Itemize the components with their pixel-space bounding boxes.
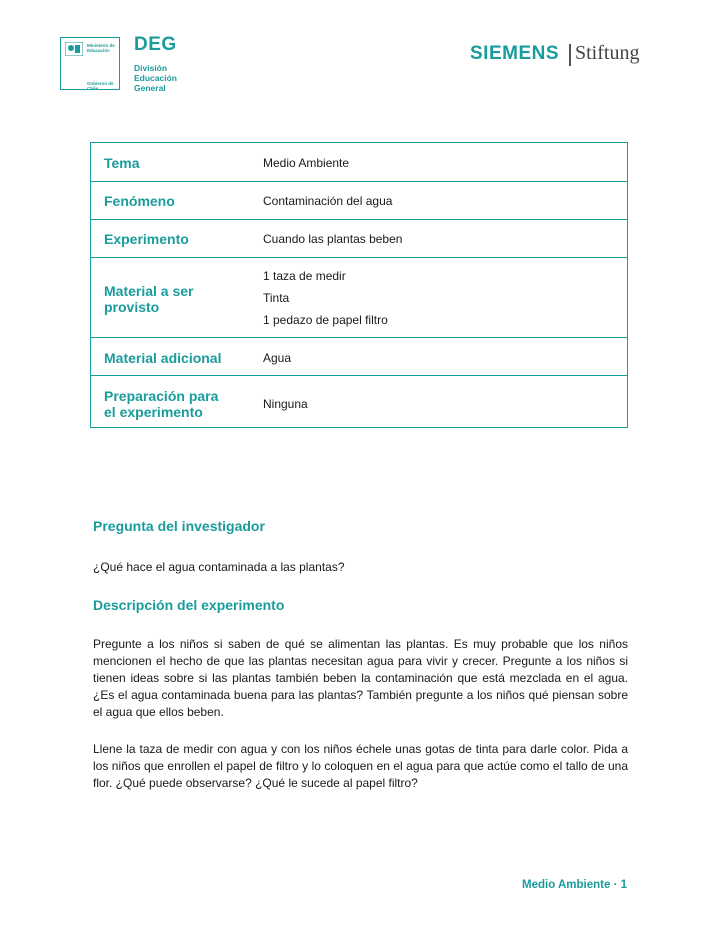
table-row-fenomeno xyxy=(91,182,627,220)
experimento-label: Experimento xyxy=(104,231,189,247)
logo-divider xyxy=(569,44,571,66)
stiftung-logo: Stiftung xyxy=(575,42,640,64)
material-item: Tinta xyxy=(263,291,290,305)
deg-sub-line: Educación xyxy=(134,73,177,83)
material-label-line: Material a ser xyxy=(104,283,194,299)
pregunta-text: ¿Qué hace el agua contaminada a las plantas? xyxy=(93,560,345,574)
deg-sub-line: División xyxy=(134,63,168,73)
adicional-label: Material adicional xyxy=(104,350,222,366)
fenomeno-value: Contaminación del agua xyxy=(263,194,393,208)
pregunta-heading: Pregunta del investigador xyxy=(93,518,265,534)
government-name: Gobierno de Chile xyxy=(87,81,114,91)
material-label-line: provisto xyxy=(104,299,160,315)
material-label xyxy=(104,283,194,315)
preparacion-label-line: el experimento xyxy=(104,404,203,420)
experimento-value: Cuando las plantas beben xyxy=(263,232,403,246)
descripcion-heading: Descripción del experimento xyxy=(93,597,285,613)
table-row-preparacion xyxy=(91,376,627,427)
preparacion-value: Ninguna xyxy=(263,397,308,411)
material-item: 1 taza de medir xyxy=(263,269,346,283)
description-paragraph-2: Llene la taza de medir con agua y con los niños échele unas gotas de tinta para darle color. Pida a los niños que enrollen el papel de filtro y lo coloquen en el agua para que actúe como el tallo de una flor. ¿Qué puede observarse? ¿Qué le sucede al papel filtro? xyxy=(93,742,628,790)
description-paragraph-1: Pregunte a los niños si saben de qué se alimentan las plantas. Es muy probable que los niños mencionen el hecho de que las plantas necesitan agua para vivir y crecer. Pregunte a los niños si tienen ideas sobre si las plantas también beben la contaminación que está mezclada en el agua. ¿Es el agua contaminada buena para las plantas? También pregunte a los niños qué piensan sobre el agua que ellos beben. xyxy=(93,637,628,719)
table-row-tema xyxy=(91,143,627,182)
tema-label: Tema xyxy=(104,155,140,171)
chile-shield-icon xyxy=(65,42,83,56)
tema-value: Medio Ambiente xyxy=(263,156,350,170)
experiment-info-table xyxy=(90,142,628,428)
page-footer: Medio Ambiente · 1 xyxy=(522,879,627,891)
deg-logo-subtitle xyxy=(134,63,177,93)
deg-sub-line: General xyxy=(134,83,166,93)
fenomeno-label: Fenómeno xyxy=(104,193,175,209)
deg-logo-title: DEG xyxy=(134,34,177,55)
siemens-logo: SIEMENS xyxy=(470,43,560,64)
preparacion-label xyxy=(104,388,218,420)
ministry-logo xyxy=(60,37,120,90)
adicional-value: Agua xyxy=(263,351,292,365)
ministry-name: Ministerio de Educación xyxy=(87,43,115,53)
table-row-material xyxy=(91,258,627,338)
preparacion-label-line: Preparación para xyxy=(104,388,219,404)
table-row-experimento xyxy=(91,220,627,258)
table-row-adicional xyxy=(91,338,627,376)
material-item: 1 pedazo de papel filtro xyxy=(263,313,388,327)
